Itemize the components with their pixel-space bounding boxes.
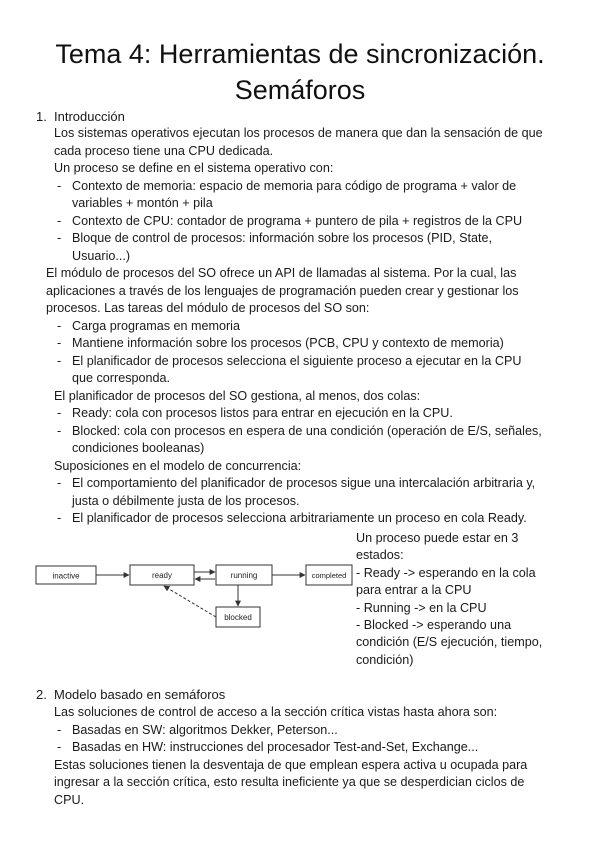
paragraph-line: Las soluciones de control de acceso a la sección crítica vistas hasta ahora son: (54, 705, 498, 719)
list-item: - Blocked: cola con procesos en espera de una condición (operación de E/S, señales, (54, 423, 566, 440)
list-item: - Mantiene información sobre los procesos (PCB, CPU y contexto de memoria) (54, 335, 566, 352)
paragraph-line: Estas soluciones tienen la desventaja de que emplean espera activa u ocupada para (54, 757, 528, 772)
list-item: - Basadas en SW: algoritmos Dekker, Peterson... (54, 722, 566, 739)
section-1-title: Introducción (54, 109, 125, 124)
states-description (356, 530, 566, 669)
paragraph-line: El módulo de procesos del SO ofrece un API de llamadas al sistema. Por la cual, las (46, 266, 517, 280)
section-1-heading (36, 108, 125, 125)
list-item: - Bloque de control de procesos: información sobre los procesos (PID, State, (54, 230, 566, 247)
section-2-heading (36, 686, 225, 703)
list-item: - Carga programas en memoria (54, 318, 566, 335)
list-item: - El planificador de procesos selecciona el siguiente proceso a ejecutar en la CPU (54, 353, 566, 370)
page-title (0, 36, 600, 108)
list-item: - Basadas en HW: instrucciones del procesador Test-and-Set, Exchange... (54, 739, 566, 756)
paragraph-line: CPU. (54, 792, 85, 807)
paragraph-line: Los sistemas operativos ejecutan los procesos de manera que dan la sensación de que (54, 126, 543, 140)
state-label-running: running (230, 571, 258, 580)
paragraph-line: procesos. Las tareas del módulo de procesos del SO son: (46, 301, 370, 315)
paragraph-line: cada proceso tiene una CPU dedicada. (54, 143, 274, 158)
list-item-continuation: justa o débilmente justa de los procesos. (72, 493, 300, 508)
paragraph-line: Suposiciones en el modelo de concurrencia: (54, 458, 302, 473)
list-item-continuation: que corresponda. (72, 371, 171, 385)
list-item-continuation: condiciones booleanas) (72, 441, 205, 455)
section-2-title: Modelo basado en semáforos (54, 687, 226, 702)
paragraph-line: Un proceso se define en el sistema operativo con: (54, 161, 334, 175)
states-line: - Blocked -> esperando una (356, 618, 512, 633)
list-item: - Ready: cola con procesos listos para entrar en ejecución en la CPU. (54, 405, 566, 422)
state-label-inactive: inactive (52, 571, 80, 581)
states-line: condición (E/S ejecución, tiempo, (356, 635, 543, 650)
paragraph-line: ingresar a la sección crítica, esto resulta ineficiente ya que se desperdician ciclos de (54, 775, 525, 789)
states-line: para entrar a la CPU (356, 583, 472, 598)
list-item: - El planificador de procesos selecciona arbitrariamente un proceso en cola Ready. (54, 510, 566, 527)
states-line: Un proceso puede estar en 3 (356, 531, 519, 545)
list-item: - Contexto de memoria: espacio de memoria para código de programa + valor de (54, 178, 566, 195)
title-line-2: Semáforos (234, 75, 366, 105)
process-state-diagram (34, 558, 354, 638)
section-1-number: 1. (36, 109, 47, 124)
states-line: estados: (356, 548, 404, 563)
list-item: - Contexto de CPU: contador de programa + puntero de pila + registros de la CPU (54, 213, 566, 230)
paragraph-line: El planificador de procesos del SO gestiona, al menos, dos colas: (54, 388, 421, 403)
states-line: condición) (356, 652, 414, 667)
arrow-blocked-ready (164, 586, 216, 617)
list-item: - El comportamiento del planificador de procesos sigue una intercalación arbitraria y, (54, 475, 566, 492)
state-label-ready: ready (151, 571, 173, 580)
state-label-blocked: blocked (224, 613, 252, 622)
states-line: - Running -> en la CPU (356, 600, 487, 615)
section-2-number: 2. (36, 687, 47, 702)
states-line: - Ready -> esperando en la cola (356, 565, 536, 580)
state-label-completed: completed (311, 571, 347, 580)
title-line-1: Tema 4: Herramientas de sincronización. (55, 39, 545, 69)
list-item-continuation: variables + montón + pila (72, 196, 213, 210)
paragraph-line: aplicaciones a través de los lenguajes de programación pueden crear y gestionar los (46, 283, 519, 298)
list-item-continuation: Usuario...) (72, 248, 131, 263)
